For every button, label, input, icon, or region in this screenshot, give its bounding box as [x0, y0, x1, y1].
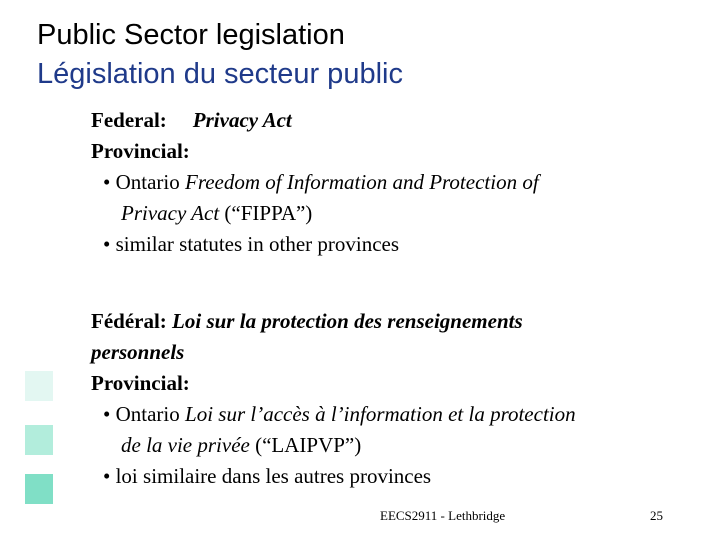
- footer-course: EECS2911 - Lethbridge: [380, 508, 506, 523]
- list-item-autres-provinces: • loi similaire dans les autres provinces: [103, 464, 432, 488]
- list-item-ontario-laipvp: • Ontario Loi sur l’accès à l’information et la protection: [103, 402, 576, 426]
- list-item-ontario-fippa-cont: Privacy Act (“FIPPA”): [121, 201, 313, 225]
- provincial-line-fr: [91, 368, 691, 399]
- slide-title-french: Législation du secteur public: [37, 58, 403, 90]
- english-section: [91, 105, 691, 260]
- federal-label-fr: Fédéral:: [91, 309, 167, 333]
- french-section: [91, 306, 691, 492]
- federal-act-fr: Loi sur la protection des renseignements: [172, 309, 523, 333]
- list-item-other-provinces: • similar statutes in other provinces: [103, 232, 400, 256]
- list-item-ontario-fippa: • Ontario Freedom of Information and Protection of: [103, 170, 539, 194]
- federal-line: [91, 105, 691, 136]
- provincial-label-fr: Provincial:: [91, 371, 190, 395]
- list-item-ontario-laipvp-cont: de la vie privée (“LAIPVP”): [121, 433, 362, 457]
- decorative-square-dark: [25, 474, 53, 504]
- provincial-line: [91, 136, 691, 167]
- decorative-square-mid: [25, 425, 53, 455]
- page-number: 25: [650, 508, 663, 523]
- provincial-label: Provincial:: [91, 139, 190, 163]
- slide-title-english: Public Sector legislation: [37, 19, 345, 51]
- federal-act: Privacy Act: [192, 108, 292, 132]
- decorative-square-light: [25, 371, 53, 401]
- federal-line-fr-cont: personnels: [91, 340, 185, 364]
- federal-line-fr: [91, 306, 691, 337]
- federal-label: Federal:: [91, 108, 167, 132]
